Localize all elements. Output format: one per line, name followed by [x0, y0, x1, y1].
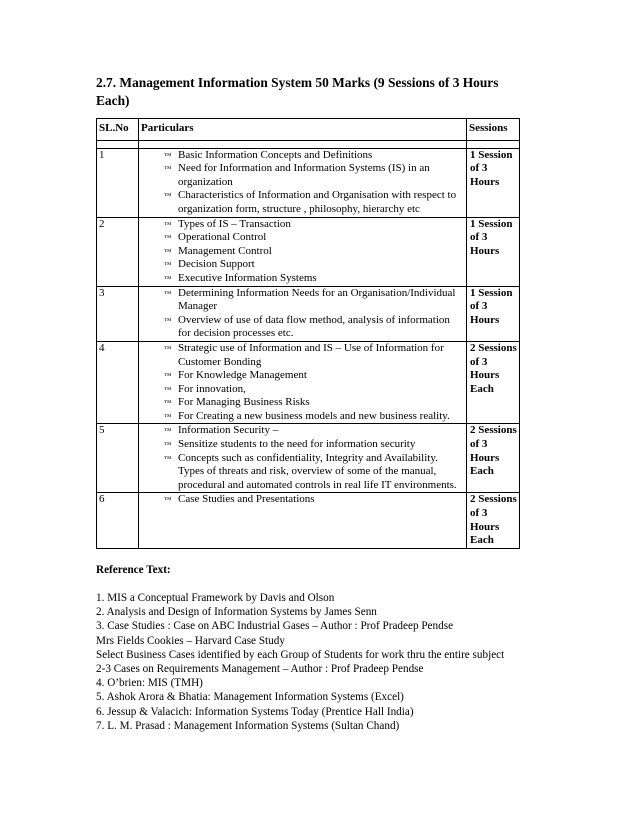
table-row: [97, 286, 520, 341]
list-item-text: Determining Information Needs for an Organisation/Individual Manager: [178, 286, 456, 313]
row-particulars: [139, 493, 467, 548]
list-item-text: Strategic use of Information and IS – Use of Information for Customer Bonding: [178, 341, 444, 368]
list-item: [141, 314, 466, 341]
trademark-bullet-icon: ™: [164, 150, 172, 160]
row-particulars: [139, 286, 467, 341]
list-item: [141, 342, 466, 369]
table-spacer-row: [97, 140, 520, 148]
row-sessions: 2 Sessions of 3 Hours Each: [467, 424, 520, 493]
section-heading: 2.7. Management Information System 50 Marks (9 Sessions of 3 Hours Each): [96, 75, 499, 108]
list-item-text: Need for Information and Information Systems (IS) in an organization: [178, 162, 430, 188]
reference-title: Reference Text:: [96, 563, 171, 576]
list-item: [141, 258, 466, 272]
list-item: [141, 272, 466, 286]
list-item: [141, 162, 466, 189]
list-item: [141, 438, 466, 452]
header-particulars: Particulars: [139, 119, 467, 141]
list-item: [141, 231, 466, 245]
trademark-bullet-icon: ™: [164, 288, 172, 298]
list-item-text: Types of IS – Transaction: [178, 217, 291, 230]
row-sl-no: 5: [97, 424, 139, 493]
particulars-list: [141, 493, 466, 507]
list-item-text: Basic Information Concepts and Definitions: [178, 148, 373, 161]
row-sessions: 2 Sessions of 3 Hours Each: [467, 493, 520, 548]
list-item: [141, 410, 466, 424]
trademark-bullet-icon: ™: [164, 273, 172, 283]
trademark-bullet-icon: ™: [164, 398, 172, 408]
particulars-list: [141, 424, 466, 492]
reference-line: 7. L. M. Prasad : Management Information Systems (Sultan Chand): [96, 719, 400, 732]
reference-line: 1. MIS a Conceptual Framework by Davis and Olson: [96, 592, 335, 605]
list-item-text: Overview of use of data flow method, analysis of information for decision processes etc.: [178, 313, 450, 340]
row-particulars: [139, 148, 467, 217]
trademark-bullet-icon: ™: [164, 191, 172, 201]
row-sl-no: 1: [97, 148, 139, 217]
trademark-bullet-icon: ™: [164, 233, 172, 243]
list-item: [141, 245, 466, 259]
table-row: [97, 424, 520, 493]
syllabus-table: [96, 118, 520, 549]
list-item-text: Information Security –: [178, 424, 279, 437]
trademark-bullet-icon: ™: [164, 411, 172, 421]
list-item-text: Management Control: [178, 244, 272, 257]
trademark-bullet-icon: ™: [164, 453, 172, 463]
list-item-text: Operational Control: [178, 231, 267, 244]
list-item-text: Executive Information Systems: [178, 271, 317, 284]
list-item-text: For innovation,: [178, 382, 246, 395]
reference-line: Mrs Fields Cookies – Harvard Case Study: [96, 634, 285, 647]
table-row: [97, 217, 520, 286]
particulars-list: [141, 287, 466, 341]
list-item: [141, 218, 466, 232]
reference-line: 2-3 Cases on Requirements Management – Author : Prof Pradeep Pendse: [96, 663, 424, 676]
table-row: [97, 493, 520, 548]
trademark-bullet-icon: ™: [164, 371, 172, 381]
list-item: [141, 452, 466, 493]
reference-section: [96, 563, 520, 733]
list-item: [141, 383, 466, 397]
list-item: [141, 149, 466, 163]
trademark-bullet-icon: ™: [164, 164, 172, 174]
list-item-text: For Managing Business Risks: [178, 396, 310, 409]
trademark-bullet-icon: ™: [164, 440, 172, 450]
reference-line: 2. Analysis and Design of Information Systems by James Senn: [96, 606, 377, 619]
row-sessions: 2 Sessions of 3 Hours Each: [467, 341, 520, 424]
document-page: [96, 74, 520, 733]
row-sl-no: 2: [97, 217, 139, 286]
reference-line: 5. Ashok Arora & Bhatia: Management Information Systems (Excel): [96, 691, 404, 704]
row-sessions: 1 Session of 3 Hours: [467, 148, 520, 217]
trademark-bullet-icon: ™: [164, 343, 172, 353]
row-sl-no: 6: [97, 493, 139, 548]
reference-line: 6. Jessup & Valacich: Information Systems Today (Prentice Hall India): [96, 705, 414, 718]
trademark-bullet-icon: ™: [164, 315, 172, 325]
reference-line: 4. O’brien: MIS (TMH): [96, 677, 203, 690]
list-item-text: Decision Support: [178, 258, 255, 271]
row-sl-no: 3: [97, 286, 139, 341]
list-item: [141, 493, 466, 507]
list-item: [141, 396, 466, 410]
list-item: [141, 287, 466, 314]
list-item-text: For Knowledge Management: [178, 369, 307, 382]
row-sessions: 1 Session of 3 Hours: [467, 217, 520, 286]
table-row: [97, 148, 520, 217]
reference-line: 3. Case Studies : Case on ABC Industrial Gases – Author : Prof Pradeep Pendse: [96, 620, 454, 633]
header-sessions: Sessions: [467, 119, 520, 141]
row-sessions: 1 Session of 3 Hours: [467, 286, 520, 341]
list-item: [141, 189, 466, 216]
row-sl-no: 4: [97, 341, 139, 424]
trademark-bullet-icon: ™: [164, 246, 172, 256]
row-particulars: [139, 424, 467, 493]
trademark-bullet-icon: ™: [164, 260, 172, 270]
list-item-text: Case Studies and Presentations: [178, 493, 315, 506]
trademark-bullet-icon: ™: [164, 495, 172, 505]
trademark-bullet-icon: ™: [164, 426, 172, 436]
particulars-list: [141, 218, 466, 286]
list-item-text: Characteristics of Information and Organisation with respect to organization form, structure , philosophy, hierarchy etc: [178, 189, 457, 215]
particulars-list: [141, 342, 466, 424]
trademark-bullet-icon: ™: [164, 384, 172, 394]
row-particulars: [139, 217, 467, 286]
list-item-text: For Creating a new business models and new business reality.: [178, 409, 450, 422]
table-header-row: [97, 119, 520, 141]
reference-list: [96, 591, 520, 733]
table-row: [97, 341, 520, 424]
list-item-text: Concepts such as confidentiality, Integrity and Availability. Types of threats and risk, overview of some of the manual, procedural and automated controls in real life IT environments.: [178, 451, 457, 491]
list-item: [141, 424, 466, 438]
row-particulars: [139, 341, 467, 424]
header-sl-no: SL.No: [97, 119, 139, 141]
particulars-list: [141, 149, 466, 217]
trademark-bullet-icon: ™: [164, 219, 172, 229]
list-item-text: Sensitize students to the need for information security: [178, 438, 416, 451]
list-item: [141, 369, 466, 383]
reference-line: Select Business Cases identified by each Group of Students for work thru the entire subject: [96, 648, 505, 661]
